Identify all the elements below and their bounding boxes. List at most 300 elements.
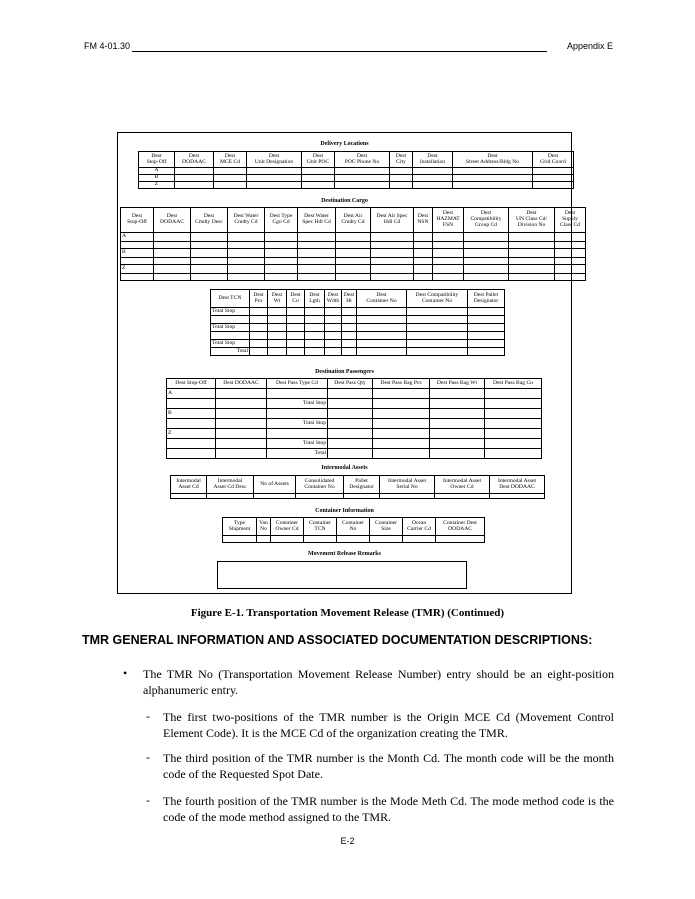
empty-cell xyxy=(302,168,335,175)
empty-cell xyxy=(305,348,325,356)
empty-cell xyxy=(191,274,228,281)
empty-cell xyxy=(328,439,373,449)
empty-cell xyxy=(533,182,574,189)
empty-cell xyxy=(468,316,505,324)
page-number: E-2 xyxy=(340,836,355,846)
empty-cell xyxy=(371,249,414,258)
total-label: Total Stop xyxy=(211,308,250,316)
column-header: Dest DODAAC xyxy=(175,152,214,168)
total-label: Total Stop xyxy=(211,324,250,332)
column-header: Dest Street Address/Bldg No xyxy=(453,152,533,168)
empty-cell xyxy=(214,175,247,182)
empty-cell xyxy=(436,536,485,543)
data-row xyxy=(121,233,586,242)
empty-cell xyxy=(325,340,342,348)
column-header: Dest Unit Designation xyxy=(247,152,302,168)
empty-cell xyxy=(464,274,509,281)
empty-cell xyxy=(555,265,586,274)
column-header: Intermodal Asset Cd xyxy=(171,476,207,494)
column-header: Dest Cmdty Desc xyxy=(191,208,228,233)
empty-cell xyxy=(167,449,216,459)
column-header: Dest POC Phone No xyxy=(335,152,390,168)
subitem-marker: - xyxy=(146,793,150,807)
column-header: Dest Supply Class Cd xyxy=(555,208,586,233)
empty-cell xyxy=(328,449,373,459)
total-label: Total Stop xyxy=(267,439,328,449)
empty-cell xyxy=(154,249,191,258)
destination-passengers-title: Destination Passengers xyxy=(315,369,374,375)
column-header: Container Owner Cd xyxy=(271,518,304,536)
column-header: Intermodal Asset Serial No xyxy=(380,476,435,494)
empty-cell xyxy=(247,182,302,189)
empty-cell xyxy=(265,242,298,249)
empty-cell xyxy=(464,233,509,242)
column-header: Container Dest DODAAC xyxy=(436,518,485,536)
empty-cell xyxy=(328,419,373,429)
empty-cell xyxy=(216,389,267,399)
column-header: Dest Pcs xyxy=(250,290,268,308)
empty-cell xyxy=(430,429,485,439)
data-row xyxy=(167,449,542,459)
column-header: Dest Pass Bag Wt xyxy=(430,379,485,389)
empty-cell xyxy=(336,274,371,281)
empty-cell xyxy=(464,265,509,274)
section-heading: TMR GENERAL INFORMATION AND ASSOCIATED DOCUMENTATION DESCRIPTIONS: xyxy=(82,633,593,647)
spacer-row xyxy=(121,274,586,281)
empty-cell xyxy=(287,332,305,340)
stop-label: B xyxy=(167,409,216,419)
stop-label: A xyxy=(167,389,216,399)
header-row xyxy=(211,290,505,308)
data-row xyxy=(167,399,542,409)
empty-cell xyxy=(207,494,254,499)
empty-cell xyxy=(228,258,265,265)
data-row xyxy=(167,419,542,429)
column-header: Container No xyxy=(337,518,370,536)
column-header: Dest Air Cmdty Cd xyxy=(336,208,371,233)
empty-cell xyxy=(191,258,228,265)
empty-cell xyxy=(357,316,407,324)
column-header: Dest UN Class Cd/ Division No xyxy=(509,208,555,233)
empty-cell xyxy=(287,316,305,324)
empty-cell xyxy=(435,494,490,499)
empty-cell xyxy=(430,399,485,409)
empty-cell xyxy=(485,409,542,419)
empty-cell xyxy=(325,332,342,340)
column-header: Dest Stop-Off xyxy=(167,379,216,389)
empty-cell xyxy=(414,249,433,258)
intermodal-assets-table xyxy=(170,475,545,499)
empty-cell xyxy=(328,389,373,399)
empty-cell xyxy=(390,182,413,189)
empty-cell xyxy=(468,340,505,348)
column-header: Intermodal Asset Owner Cd xyxy=(435,476,490,494)
empty-cell xyxy=(250,308,268,316)
empty-cell xyxy=(509,258,555,265)
empty-cell xyxy=(228,265,265,274)
subitem-paragraph: The first two-positions of the TMR number is the Origin MCE Cd (Movement Control Element Code). It is the MCE Cd of the organization creating the TMR. xyxy=(163,710,614,740)
empty-cell xyxy=(468,332,505,340)
empty-cell xyxy=(464,258,509,265)
column-header: Dest Container No xyxy=(357,290,407,308)
column-header: Dest Unit POC xyxy=(302,152,335,168)
empty-cell xyxy=(298,249,336,258)
empty-cell xyxy=(357,332,407,340)
empty-cell xyxy=(430,449,485,459)
empty-cell xyxy=(191,233,228,242)
empty-cell xyxy=(342,340,357,348)
empty-cell xyxy=(430,409,485,419)
empty-cell xyxy=(414,274,433,281)
destination-cargo-table xyxy=(120,207,586,281)
empty-cell xyxy=(121,258,154,265)
container-information-title: Container Information xyxy=(315,508,374,514)
empty-cell xyxy=(265,258,298,265)
column-header: Dest TCN xyxy=(211,290,250,308)
stop-label: B xyxy=(121,249,154,258)
empty-cell xyxy=(370,536,403,543)
stop-label: A xyxy=(139,168,175,175)
empty-cell xyxy=(509,242,555,249)
empty-cell xyxy=(268,340,287,348)
empty-cell xyxy=(433,242,464,249)
data-row xyxy=(167,429,542,439)
empty-cell xyxy=(305,308,325,316)
empty-cell xyxy=(265,249,298,258)
total-label: Total Stop xyxy=(267,419,328,429)
empty-cell xyxy=(267,429,328,439)
empty-cell xyxy=(555,233,586,242)
empty-cell xyxy=(403,536,436,543)
column-header: Dest HAZMAT FSN xyxy=(433,208,464,233)
column-header: Consolidated Container No xyxy=(296,476,344,494)
empty-cell xyxy=(250,316,268,324)
header-row xyxy=(167,379,542,389)
empty-cell xyxy=(167,419,216,429)
empty-cell xyxy=(555,242,586,249)
empty-cell xyxy=(268,324,287,332)
empty-cell xyxy=(302,175,335,182)
column-header: Dest Stop-Off xyxy=(139,152,175,168)
empty-cell xyxy=(485,449,542,459)
empty-cell xyxy=(191,249,228,258)
empty-cell xyxy=(373,419,430,429)
empty-cell xyxy=(254,494,296,499)
column-header: Intermodal Asset Cd Desc xyxy=(207,476,254,494)
empty-cell xyxy=(154,242,191,249)
data-row xyxy=(139,182,574,189)
data-row xyxy=(211,348,505,356)
empty-cell xyxy=(555,249,586,258)
empty-cell xyxy=(228,249,265,258)
empty-cell xyxy=(154,265,191,274)
column-header: Dest Compatibility Container No xyxy=(407,290,468,308)
empty-cell xyxy=(154,274,191,281)
total-label: Total xyxy=(267,449,328,459)
empty-cell xyxy=(268,348,287,356)
data-row xyxy=(139,168,574,175)
empty-cell xyxy=(485,439,542,449)
data-row xyxy=(211,340,505,348)
empty-cell xyxy=(228,274,265,281)
empty-cell xyxy=(298,265,336,274)
total-label: Total Stop xyxy=(267,399,328,409)
empty-cell xyxy=(287,324,305,332)
figure-caption: Figure E-1. Transportation Movement Release (TMR) (Continued) xyxy=(190,607,505,619)
stop-label: Z xyxy=(167,429,216,439)
column-header: Dest Pass Bag Cu xyxy=(485,379,542,389)
empty-cell xyxy=(453,182,533,189)
subitem-marker: - xyxy=(146,709,150,723)
empty-cell xyxy=(298,233,336,242)
column-header: Dest Installation xyxy=(413,152,453,168)
empty-cell xyxy=(468,308,505,316)
column-header: Dest Water Cmdty Cd xyxy=(228,208,265,233)
destination-tcn-table xyxy=(210,289,505,356)
empty-cell xyxy=(373,409,430,419)
column-header: Dest Air Spec Hdl Cd xyxy=(371,208,414,233)
column-header: Dest Pallet Designator xyxy=(468,290,505,308)
empty-cell xyxy=(298,274,336,281)
empty-cell xyxy=(336,249,371,258)
empty-cell xyxy=(216,419,267,429)
empty-cell xyxy=(267,389,328,399)
empty-cell xyxy=(485,389,542,399)
empty-cell xyxy=(373,429,430,439)
empty-cell xyxy=(373,449,430,459)
empty-cell xyxy=(468,324,505,332)
bullet-marker: • xyxy=(123,666,128,680)
empty-cell xyxy=(287,348,305,356)
data-row xyxy=(211,332,505,340)
header-row xyxy=(223,518,485,536)
empty-cell xyxy=(490,494,545,499)
empty-cell xyxy=(216,409,267,419)
empty-cell xyxy=(407,316,468,324)
column-header: Van No xyxy=(257,518,271,536)
running-header-right: Appendix E xyxy=(566,41,613,51)
empty-cell xyxy=(342,324,357,332)
empty-cell xyxy=(298,258,336,265)
empty-cell xyxy=(250,340,268,348)
empty-cell xyxy=(380,494,435,499)
empty-cell xyxy=(414,242,433,249)
data-row xyxy=(167,439,542,449)
header-row xyxy=(121,208,586,233)
empty-cell xyxy=(433,274,464,281)
data-row xyxy=(121,265,586,274)
column-header: Ocean Carrier Cd xyxy=(403,518,436,536)
empty-cell xyxy=(414,258,433,265)
empty-cell xyxy=(414,265,433,274)
data-row xyxy=(167,409,542,419)
empty-cell xyxy=(344,494,380,499)
empty-cell xyxy=(371,265,414,274)
empty-cell xyxy=(407,332,468,340)
empty-cell xyxy=(216,439,267,449)
empty-cell xyxy=(228,233,265,242)
data-row xyxy=(171,494,545,499)
empty-cell xyxy=(325,348,342,356)
empty-cell xyxy=(357,324,407,332)
empty-cell xyxy=(336,233,371,242)
empty-cell xyxy=(336,265,371,274)
empty-cell xyxy=(287,308,305,316)
data-row xyxy=(211,316,505,324)
empty-cell xyxy=(305,324,325,332)
empty-cell xyxy=(533,168,574,175)
delivery-locations-title: Delivery Locations xyxy=(320,141,369,147)
column-header: Dest Cu xyxy=(287,290,305,308)
empty-cell xyxy=(250,324,268,332)
empty-cell xyxy=(154,233,191,242)
column-header: Dest City xyxy=(390,152,413,168)
empty-cell xyxy=(265,233,298,242)
movement-release-remarks-title: Movement Release Remarks xyxy=(308,551,381,557)
empty-cell xyxy=(247,175,302,182)
empty-cell xyxy=(390,175,413,182)
empty-cell xyxy=(298,242,336,249)
empty-cell xyxy=(390,168,413,175)
empty-cell xyxy=(325,316,342,324)
container-information-table xyxy=(222,517,485,543)
spacer-row xyxy=(121,258,586,265)
empty-cell xyxy=(287,340,305,348)
subitem-paragraph: The third position of the TMR number is the Month Cd. The month code will be the month code of the Requested Spot Date. xyxy=(163,751,614,781)
empty-cell xyxy=(371,258,414,265)
stop-label: B xyxy=(139,175,175,182)
delivery-locations-table xyxy=(138,151,574,189)
empty-cell xyxy=(468,348,505,356)
empty-cell xyxy=(121,274,154,281)
column-header: No of Assets xyxy=(254,476,296,494)
subitem-paragraph: The fourth position of the TMR number is the Mode Meth Cd. The mode method code is the code of the mode method assigned to the TMR. xyxy=(163,794,614,824)
column-header: Dest Wt xyxy=(268,290,287,308)
empty-cell xyxy=(335,168,390,175)
column-header: Dest Lgth xyxy=(305,290,325,308)
empty-cell xyxy=(250,332,268,340)
empty-cell xyxy=(211,316,250,324)
empty-cell xyxy=(357,348,407,356)
data-row xyxy=(139,175,574,182)
empty-cell xyxy=(304,536,337,543)
empty-cell xyxy=(191,265,228,274)
empty-cell xyxy=(257,536,271,543)
empty-cell xyxy=(371,242,414,249)
empty-cell xyxy=(430,419,485,429)
destination-passengers-table xyxy=(166,378,542,459)
empty-cell xyxy=(342,348,357,356)
empty-cell xyxy=(302,182,335,189)
empty-cell xyxy=(268,316,287,324)
empty-cell xyxy=(430,389,485,399)
empty-cell xyxy=(407,308,468,316)
empty-cell xyxy=(121,242,154,249)
column-header: Dest DODAAC xyxy=(216,379,267,389)
empty-cell xyxy=(216,449,267,459)
empty-cell xyxy=(509,274,555,281)
stop-label: Z xyxy=(139,182,175,189)
stop-label: A xyxy=(121,233,154,242)
empty-cell xyxy=(433,249,464,258)
empty-cell xyxy=(371,233,414,242)
empty-cell xyxy=(250,348,268,356)
header-row xyxy=(171,476,545,494)
destination-cargo-title: Destination Cargo xyxy=(321,198,368,204)
empty-cell xyxy=(325,308,342,316)
empty-cell xyxy=(175,182,214,189)
empty-cell xyxy=(247,168,302,175)
empty-cell xyxy=(296,494,344,499)
empty-cell xyxy=(453,175,533,182)
empty-cell xyxy=(433,265,464,274)
empty-cell xyxy=(305,340,325,348)
column-header: Dest Wdth xyxy=(325,290,342,308)
empty-cell xyxy=(373,439,430,449)
total-label: Total xyxy=(211,348,250,356)
stop-label: Z xyxy=(121,265,154,274)
empty-cell xyxy=(433,258,464,265)
empty-cell xyxy=(271,536,304,543)
empty-cell xyxy=(268,308,287,316)
empty-cell xyxy=(214,168,247,175)
column-header: Dest Pass Qty xyxy=(328,379,373,389)
empty-cell xyxy=(268,332,287,340)
empty-cell xyxy=(325,324,342,332)
empty-cell xyxy=(357,308,407,316)
column-header: Container Size xyxy=(370,518,403,536)
empty-cell xyxy=(336,258,371,265)
empty-cell xyxy=(328,429,373,439)
empty-cell xyxy=(211,332,250,340)
data-row xyxy=(211,308,505,316)
spacer-row xyxy=(121,242,586,249)
empty-cell xyxy=(328,409,373,419)
empty-cell xyxy=(485,419,542,429)
column-header: Intermodal Asset Dest DODAAC xyxy=(490,476,545,494)
empty-cell xyxy=(413,182,453,189)
empty-cell xyxy=(167,399,216,409)
empty-cell xyxy=(336,242,371,249)
empty-cell xyxy=(342,308,357,316)
empty-cell xyxy=(337,536,370,543)
empty-cell xyxy=(342,332,357,340)
empty-cell xyxy=(175,168,214,175)
header-row xyxy=(139,152,574,168)
data-row xyxy=(121,249,586,258)
column-header: Dest DODAAC xyxy=(154,208,191,233)
empty-cell xyxy=(413,175,453,182)
column-header: Dest NSN xyxy=(414,208,433,233)
data-row xyxy=(223,536,485,543)
empty-cell xyxy=(555,258,586,265)
empty-cell xyxy=(433,233,464,242)
empty-cell xyxy=(485,429,542,439)
data-row xyxy=(167,389,542,399)
running-header-left: FM 4-01.30 xyxy=(84,41,131,51)
empty-cell xyxy=(335,182,390,189)
empty-cell xyxy=(171,494,207,499)
empty-cell xyxy=(430,439,485,449)
empty-cell xyxy=(464,249,509,258)
bullet-paragraph: The TMR No (Transportation Movement Release Number) entry should be an eight-position alphanumeric entry. xyxy=(143,667,614,697)
empty-cell xyxy=(485,399,542,409)
empty-cell xyxy=(265,274,298,281)
data-row xyxy=(211,324,505,332)
empty-cell xyxy=(305,316,325,324)
empty-cell xyxy=(413,168,453,175)
empty-cell xyxy=(407,340,468,348)
